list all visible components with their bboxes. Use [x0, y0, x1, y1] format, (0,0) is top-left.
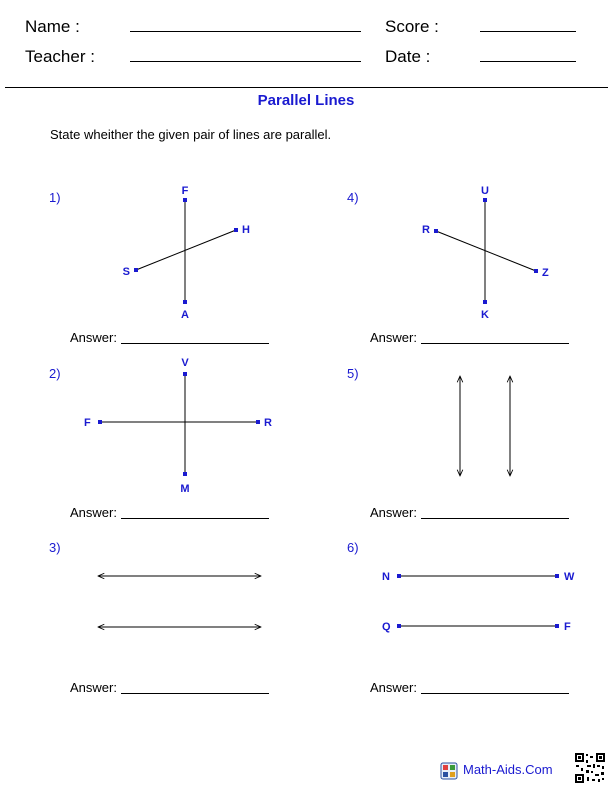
point-a: [183, 300, 187, 304]
point-label: A: [181, 309, 189, 321]
point-u: [483, 198, 487, 202]
point-label: Z: [542, 267, 549, 279]
answer-label: Answer:: [70, 330, 117, 345]
point-label: W: [564, 571, 575, 583]
problem-number-6: 6): [347, 540, 359, 555]
point-label: U: [481, 185, 489, 197]
point-r: [434, 229, 438, 233]
date-label: Date :: [385, 47, 431, 66]
figure-6: [382, 571, 575, 633]
problem-number-5: 5): [347, 366, 359, 381]
point-q: [397, 624, 401, 628]
point-label: F: [84, 417, 91, 429]
teacher-label: Teacher :: [25, 47, 95, 66]
point-f: [555, 624, 559, 628]
point-label: Q: [382, 621, 391, 633]
figure-2: [84, 357, 272, 495]
score-label: Score :: [385, 17, 439, 36]
segment-rz: [436, 231, 536, 271]
point-label: H: [242, 224, 250, 236]
answer-label: Answer:: [70, 505, 117, 520]
point-f: [98, 420, 102, 424]
point-r: [256, 420, 260, 424]
point-label: N: [382, 571, 390, 583]
point-label: R: [422, 224, 430, 236]
name-label: Name :: [25, 17, 80, 36]
problem-number-2: 2): [49, 366, 61, 381]
problem-number-4: 4): [347, 190, 359, 205]
brand-text[interactable]: Math-Aids.Com: [463, 762, 553, 777]
point-s: [134, 268, 138, 272]
answer-label: Answer:: [370, 680, 417, 695]
point-z: [534, 269, 538, 273]
point-label: R: [264, 417, 272, 429]
figure-3: [98, 576, 261, 627]
qr-code-icon: [574, 752, 606, 784]
calculator-icon: [440, 762, 458, 780]
point-m: [183, 472, 187, 476]
point-w: [555, 574, 559, 578]
point-label: K: [481, 309, 489, 321]
point-label: V: [181, 357, 189, 369]
problem-number-3: 3): [49, 540, 61, 555]
point-k: [483, 300, 487, 304]
point-v: [183, 372, 187, 376]
segment-sh: [136, 230, 236, 270]
point-label: M: [180, 483, 190, 495]
point-h: [234, 228, 238, 232]
point-n: [397, 574, 401, 578]
problem-number-1: 1): [49, 190, 61, 205]
point-f: [183, 198, 187, 202]
point-label: F: [564, 621, 571, 633]
figure-4: [422, 185, 549, 321]
instructions: State wheither the given pair of lines are parallel.: [50, 127, 332, 142]
answer-label: Answer:: [370, 330, 417, 345]
worksheet-title: Parallel Lines: [257, 92, 355, 109]
point-label: F: [181, 185, 189, 197]
point-label: S: [122, 266, 130, 278]
figure-5: [460, 376, 510, 476]
figure-1: [123, 185, 250, 321]
answer-label: Answer:: [70, 680, 117, 695]
answer-label: Answer:: [370, 505, 417, 520]
